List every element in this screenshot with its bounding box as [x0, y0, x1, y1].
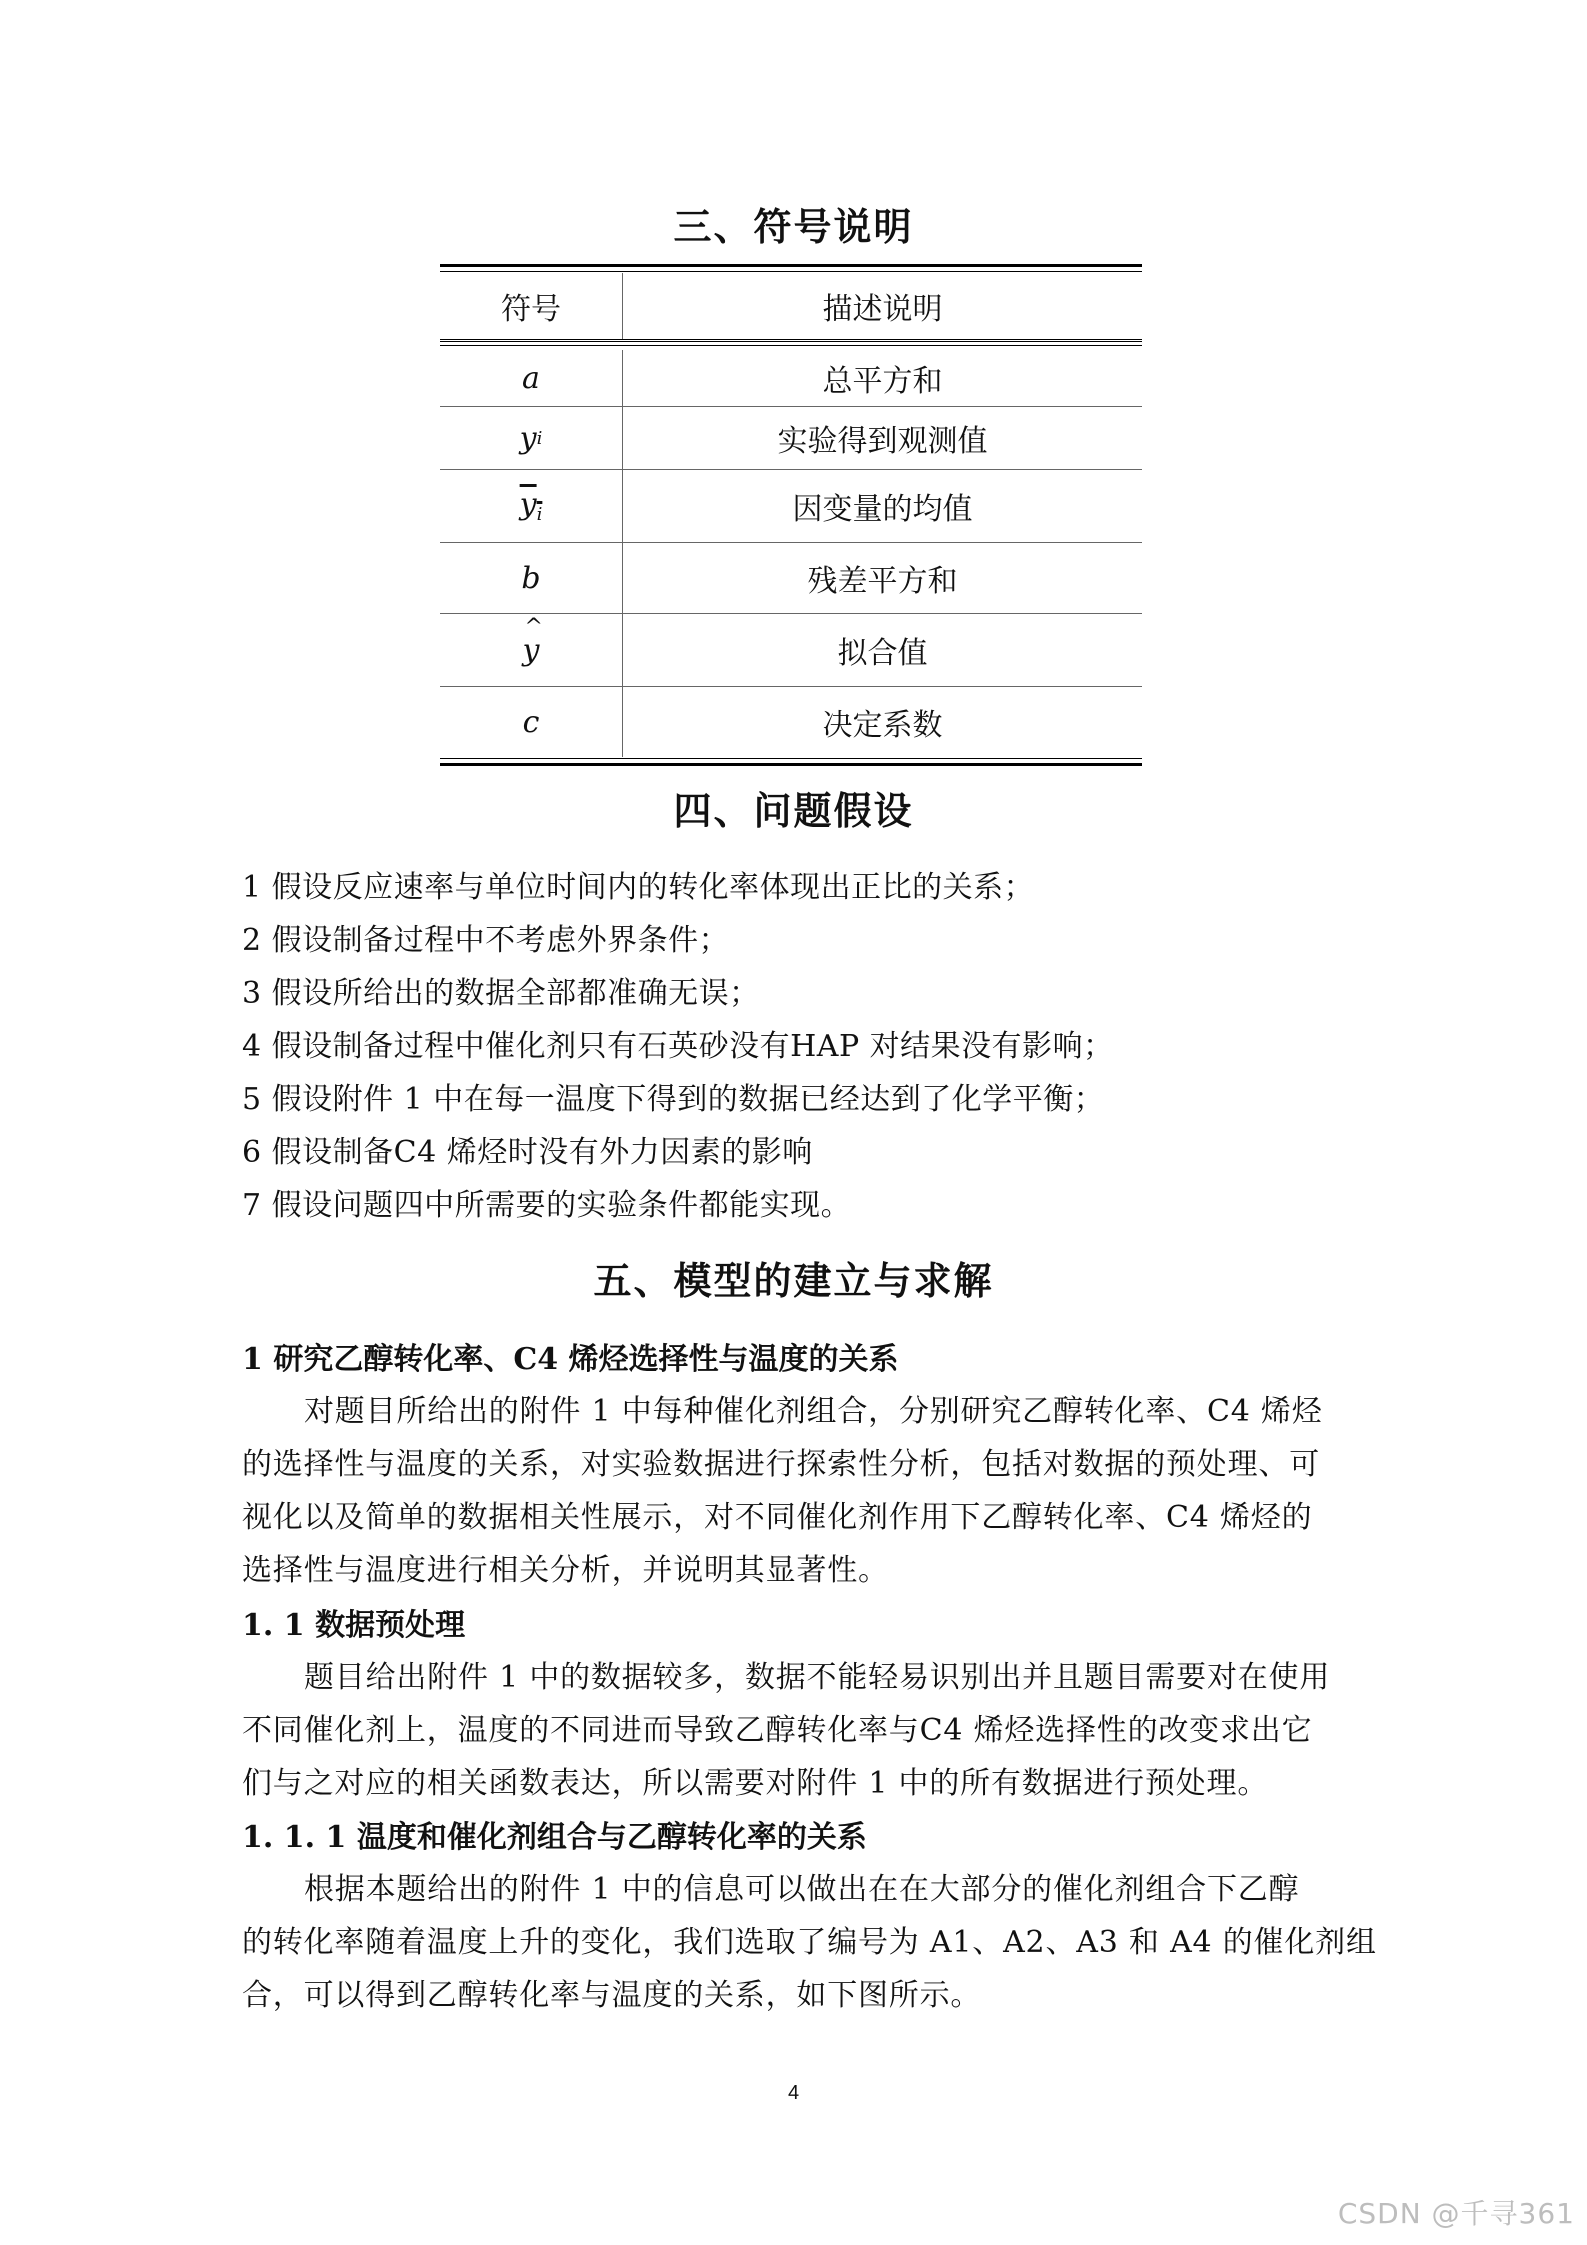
table-row	[440, 543, 1142, 614]
description-cell: 实验得到观测值	[777, 424, 988, 459]
assumption-item: 6 假设制备C4 烯烃时没有外力因素的影响	[242, 1135, 813, 1170]
symbol-cell: c	[522, 704, 540, 740]
assumption-item: 3 假设所给出的数据全部都准确无误；	[242, 976, 760, 1011]
assumption-item: 2 假设制备过程中不考虑外界条件；	[242, 923, 730, 958]
section-title-assumptions: 四、问题假设	[673, 788, 914, 833]
subsection-heading: 1. 1 数据预处理	[242, 1608, 466, 1643]
paragraph-line: 不同催化剂上，温度的不同进而导致乙醇转化率与C4 烯烃选择性的改变求出它	[242, 1713, 1313, 1748]
assumption-item: 5 假设附件 1 中在每一温度下得到的数据已经达到了化学平衡；	[242, 1082, 1105, 1117]
paragraph-line: 根据本题给出的附件 1 中的信息可以做出在在大部分的催化剂组合下乙醇	[304, 1872, 1300, 1907]
watermark: CSDN @千寻361	[1337, 2197, 1575, 2230]
description-cell: 残差平方和	[807, 564, 958, 599]
symbol-subscript: i	[536, 504, 543, 525]
description-cell: 决定系数	[822, 708, 943, 743]
page-number: 4	[787, 2082, 800, 2104]
symbol-cell: ^ y	[523, 633, 540, 668]
symbol-cell: b	[521, 560, 541, 596]
description-cell: 拟合值	[837, 636, 928, 671]
description-cell: 总平方和	[822, 364, 943, 399]
assumption-item: 1 假设反应速率与单位时间内的转化率体现出正比的关系；	[242, 870, 1035, 905]
section-title-symbols: 三、符号说明	[673, 204, 914, 249]
table-row	[440, 687, 1142, 757]
symbol-subscript: i	[536, 427, 543, 449]
paragraph-line: 视化以及简单的数据相关性展示，对不同催化剂作用下乙醇转化率、C4 烯烃的	[242, 1500, 1313, 1535]
paragraph-line: 的选择性与温度的关系，对实验数据进行探索性分析，包括对数据的预处理、可	[242, 1447, 1320, 1482]
description-cell: 因变量的均值	[792, 492, 973, 527]
assumption-item: 4 假设制备过程中催化剂只有石英砂没有HAP 对结果没有影响；	[242, 1029, 1114, 1064]
table-header-row	[440, 273, 1142, 342]
subsection-heading: 1. 1. 1 温度和催化剂组合与乙醇转化率的关系	[242, 1820, 867, 1855]
table-row	[440, 407, 1142, 470]
paragraph-line: 们与之对应的相关函数表达，所以需要对附件 1 中的所有数据进行预处理。	[242, 1766, 1269, 1801]
table-row	[440, 614, 1142, 687]
table-header-symbol: 符号	[440, 273, 623, 339]
paragraph-line: 选择性与温度进行相关分析，并说明其显著性。	[242, 1553, 889, 1588]
section-title-model: 五、模型的建立与求解	[593, 1258, 994, 1303]
subsection-heading: 1 研究乙醇转化率、C4 烯烃选择性与温度的关系	[242, 1342, 899, 1377]
symbol-table	[440, 264, 1142, 766]
table-row	[440, 350, 1142, 407]
symbol-cell: y	[519, 487, 537, 522]
paragraph-line: 对题目所给出的附件 1 中每种催化剂组合，分别研究乙醇转化率、C4 烯烃	[304, 1394, 1323, 1429]
assumption-item: 7 假设问题四中所需要的实验条件都能实现。	[242, 1188, 852, 1223]
paragraph-line: 题目给出附件 1 中的数据较多，数据不能轻易识别出并且题目需要对在使用	[304, 1660, 1331, 1695]
symbol-cell: y	[519, 420, 537, 456]
paragraph-line: 的转化率随着温度上升的变化，我们选取了编号为 A1、A2、A3 和 A4 的催化剂组	[242, 1925, 1377, 1960]
symbol-cell: a	[522, 360, 540, 396]
table-row	[440, 470, 1142, 543]
paragraph-line: 合，可以得到乙醇转化率与温度的关系，如下图所示。	[242, 1978, 982, 2013]
table-header-description: 描述说明	[822, 292, 943, 327]
